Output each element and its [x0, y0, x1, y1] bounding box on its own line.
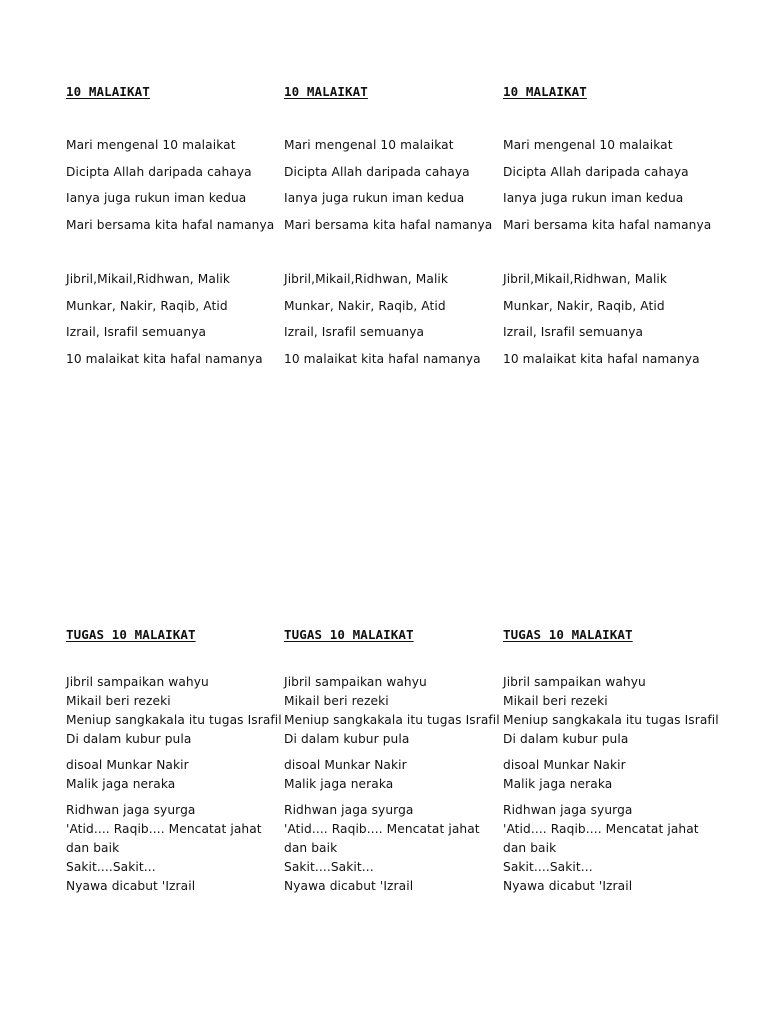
- lyric-line: Jibril sampaikan wahyu: [284, 675, 427, 689]
- tugas-block-2: [503, 756, 721, 794]
- tugas-column-2: [284, 627, 502, 896]
- lyric-line: Izrail, Israfil semuanya: [503, 325, 644, 339]
- lyric-line: 'Atid.... Raqib.... Mencatat jahat dan baik: [284, 822, 480, 855]
- lyric-line: Ridhwan jaga syurga: [284, 803, 414, 817]
- lyric-line: Ridhwan jaga syurga: [503, 803, 633, 817]
- lyric-line: Sakit....Sakit...: [66, 860, 156, 874]
- lyric-line: Dicipta Allah daripada cahaya: [503, 164, 689, 179]
- lyric-line: disoal Munkar Nakir: [503, 758, 626, 772]
- tugas-column-1: [66, 627, 284, 896]
- verse-2: [66, 271, 284, 377]
- song-column-2: [284, 84, 502, 377]
- lyric-line: Jibril,Mikail,Ridhwan, Malik: [284, 272, 449, 286]
- song-title: 10 MALAIKAT: [66, 84, 150, 99]
- tugas-block-3: [66, 801, 284, 896]
- lyric-line: Nyawa dicabut 'Izrail: [284, 879, 414, 893]
- verse-2: [284, 271, 502, 377]
- lyric-line: 10 malaikat kita hafal namanya: [503, 351, 700, 366]
- lyric-line: 'Atid.... Raqib.... Mencatat jahat dan baik: [66, 822, 262, 855]
- lyric-line: Izrail, Israfil semuanya: [284, 325, 425, 339]
- lyric-line: Di dalam kubur pula: [284, 732, 410, 746]
- lyric-line: Munkar, Nakir, Raqib, Atid: [503, 298, 665, 313]
- lyric-line: Mari mengenal 10 malaikat: [66, 138, 236, 152]
- verse-1: [284, 137, 502, 243]
- lyric-line: Dicipta Allah daripada cahaya: [66, 164, 252, 179]
- tugas-block-3: [503, 801, 721, 896]
- lyric-line: Munkar, Nakir, Raqib, Atid: [66, 298, 228, 313]
- lyric-line: Mikail beri rezeki: [284, 694, 389, 708]
- lyric-line: Jibril sampaikan wahyu: [66, 675, 209, 689]
- song-column-3: [503, 84, 721, 377]
- lyric-line: Mari mengenal 10 malaikat: [503, 138, 673, 152]
- lyric-line: Jibril sampaikan wahyu: [503, 675, 646, 689]
- lyric-line: Mari bersama kita hafal namanya: [284, 217, 493, 232]
- song-title: 10 MALAIKAT: [284, 84, 368, 99]
- lyric-line: 10 malaikat kita hafal namanya: [66, 351, 263, 366]
- song-column-1: [66, 84, 284, 377]
- lyric-line: Malik jaga neraka: [66, 777, 176, 791]
- lyric-line: Di dalam kubur pula: [503, 732, 629, 746]
- lyric-line: Malik jaga neraka: [284, 777, 394, 791]
- tugas-block-2: [284, 756, 502, 794]
- tugas-block-1: [503, 673, 721, 749]
- lyric-line: Mikail beri rezeki: [66, 694, 171, 708]
- lyric-line: Malik jaga neraka: [503, 777, 613, 791]
- lyric-line: disoal Munkar Nakir: [284, 758, 407, 772]
- tugas-block-1: [66, 673, 284, 749]
- lyric-line: Mari bersama kita hafal namanya: [66, 217, 275, 232]
- tugas-block-2: [66, 756, 284, 794]
- lyric-line: Mari mengenal 10 malaikat: [284, 138, 454, 152]
- lyric-line: 10 malaikat kita hafal namanya: [284, 351, 481, 366]
- lyric-line: Munkar, Nakir, Raqib, Atid: [284, 298, 446, 313]
- lyric-line: Mikail beri rezeki: [503, 694, 608, 708]
- lyric-line: 'Atid.... Raqib.... Mencatat jahat dan baik: [503, 822, 699, 855]
- lyric-line: Ridhwan jaga syurga: [66, 803, 196, 817]
- lyric-line: Jibril,Mikail,Ridhwan, Malik: [503, 272, 668, 286]
- tugas-title: TUGAS 10 MALAIKAT: [503, 627, 633, 642]
- lyric-line: Sakit....Sakit...: [284, 860, 374, 874]
- verse-1: [503, 137, 721, 243]
- tugas-block-3: [284, 801, 502, 896]
- lyric-line: Nyawa dicabut 'Izrail: [66, 879, 196, 893]
- tugas-block-1: [284, 673, 502, 749]
- lyric-line: Ianya juga rukun iman kedua: [503, 191, 684, 205]
- lyric-line: Sakit....Sakit...: [503, 860, 593, 874]
- lyric-line: Dicipta Allah daripada cahaya: [284, 164, 470, 179]
- lyric-line: Ianya juga rukun iman kedua: [66, 191, 247, 205]
- tugas-title: TUGAS 10 MALAIKAT: [284, 627, 414, 642]
- lyric-line: Di dalam kubur pula: [66, 732, 192, 746]
- lyric-line: Mari bersama kita hafal namanya: [503, 217, 712, 232]
- verse-2: [503, 271, 721, 377]
- lyric-line: Nyawa dicabut 'Izrail: [503, 879, 633, 893]
- song-title: 10 MALAIKAT: [503, 84, 587, 99]
- tugas-title: TUGAS 10 MALAIKAT: [66, 627, 196, 642]
- lyric-line: Jibril,Mikail,Ridhwan, Malik: [66, 272, 231, 286]
- lyric-line: Ianya juga rukun iman kedua: [284, 191, 465, 205]
- lyric-line: Meniup sangkakala itu tugas Israfil: [284, 713, 500, 727]
- lyric-line: disoal Munkar Nakir: [66, 758, 189, 772]
- verse-1: [66, 137, 284, 243]
- lyric-line: Izrail, Israfil semuanya: [66, 325, 207, 339]
- lyric-line: Meniup sangkakala itu tugas Israfil: [503, 713, 719, 727]
- tugas-column-3: [503, 627, 721, 896]
- lyric-line: Meniup sangkakala itu tugas Israfil: [66, 713, 282, 727]
